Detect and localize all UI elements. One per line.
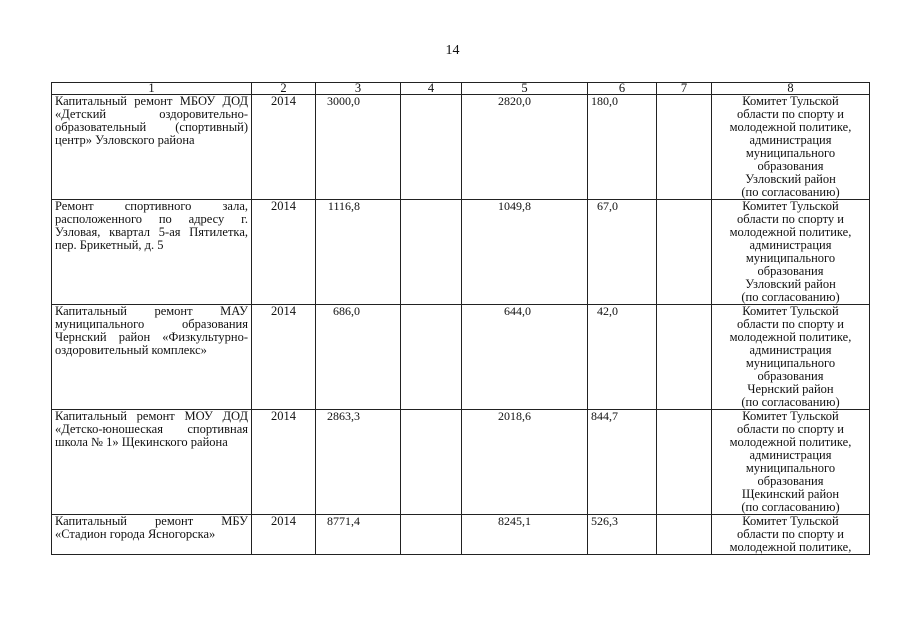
org-line: (по согласованию) (741, 395, 840, 409)
column-header-3: 3 (316, 83, 401, 95)
column-5-amount-cell: 8245,1 (462, 515, 588, 555)
column-5-amount-cell: 2820,0 (462, 95, 588, 200)
year-cell: 2014 (252, 200, 316, 305)
project-name-cell: Ремонт спортивного зала, расположенного по адресу г. Узловая, квартал 5-ая Пятилетка, пер. Брикетный, д. 5 (52, 200, 252, 305)
project-name-cell: Капитальный ремонт МАУ муниципального образования Чернский район «Физкультурно-оздоровительный комплекс» (52, 305, 252, 410)
year-cell: 2014 (252, 410, 316, 515)
column-7-cell (657, 305, 712, 410)
column-7-cell (657, 515, 712, 555)
table-row (52, 95, 870, 200)
project-name-cell: Капитальный ремонт МОУ ДОД «Детско-юношеская спортивная школа № 1» Щекинского района (52, 410, 252, 515)
responsible-org-cell (712, 200, 870, 305)
org-line: Узловский район (745, 172, 836, 186)
org-line: области по спорту и (737, 422, 844, 436)
org-line: молодежной политике, (729, 435, 852, 449)
total-amount-cell: 686,0 (316, 305, 401, 410)
org-line: области по спорту и (737, 317, 844, 331)
header-row (52, 83, 870, 95)
column-6-amount-cell: 42,0 (588, 305, 657, 410)
org-line: (по согласованию) (741, 290, 840, 304)
year-cell: 2014 (252, 305, 316, 410)
column-5-amount-cell: 644,0 (462, 305, 588, 410)
org-line: молодежной политике, (729, 225, 852, 239)
org-line: (по согласованию) (741, 500, 840, 514)
table-row (52, 305, 870, 410)
column-7-cell (657, 410, 712, 515)
org-line: молодежной политике, (729, 330, 852, 344)
org-line: Комитет Тульской (742, 409, 839, 423)
org-line: Комитет Тульской (742, 94, 839, 108)
org-line: Узловский район (745, 277, 836, 291)
responsible-org-cell (712, 410, 870, 515)
column-6-amount-cell: 180,0 (588, 95, 657, 200)
org-line: муниципального (745, 251, 836, 265)
column-7-cell (657, 200, 712, 305)
responsible-org-cell (712, 95, 870, 200)
org-line: (по согласованию) (741, 185, 840, 199)
column-7-cell (657, 95, 712, 200)
year-cell: 2014 (252, 515, 316, 555)
total-amount-cell: 3000,0 (316, 95, 401, 200)
column-5-amount-cell: 1049,8 (462, 200, 588, 305)
org-line: муниципального (745, 356, 836, 370)
year-cell: 2014 (252, 95, 316, 200)
table-row (52, 515, 870, 555)
org-line: муниципального (745, 461, 836, 475)
org-line: области по спорту и (737, 107, 844, 121)
org-line: образования (757, 474, 824, 488)
org-line: администрация (749, 133, 832, 147)
org-line: администрация (749, 343, 832, 357)
org-line: молодежной политике, (729, 120, 852, 134)
responsible-org-cell (712, 515, 870, 555)
org-line: области по спорту и (737, 527, 844, 541)
column-4-cell (401, 95, 462, 200)
org-line: образования (757, 264, 824, 278)
column-header-5: 5 (462, 83, 588, 95)
column-6-amount-cell: 526,3 (588, 515, 657, 555)
column-header-8: 8 (712, 83, 870, 95)
column-header-1: 1 (52, 83, 252, 95)
org-line: администрация (749, 448, 832, 462)
org-line: администрация (749, 238, 832, 252)
org-line: образования (757, 369, 824, 383)
responsible-org-cell (712, 305, 870, 410)
column-4-cell (401, 305, 462, 410)
column-4-cell (401, 410, 462, 515)
page-number: 14 (445, 43, 460, 58)
table-row (52, 410, 870, 515)
org-line: образования (757, 159, 824, 173)
project-name-cell: Капитальный ремонт МБУ «Стадион города Ясногорска» (52, 515, 252, 555)
column-5-amount-cell: 2018,6 (462, 410, 588, 515)
org-line: Комитет Тульской (742, 199, 839, 213)
org-line: области по спорту и (737, 212, 844, 226)
column-header-7: 7 (657, 83, 712, 95)
org-line: Комитет Тульской (742, 304, 839, 318)
total-amount-cell: 8771,4 (316, 515, 401, 555)
column-6-amount-cell: 844,7 (588, 410, 657, 515)
project-name-cell: Капитальный ремонт МБОУ ДОД «Детский оздоровительно-образовательный (спортивный) центр» Узловского района (52, 95, 252, 200)
org-line: Щекинский район (741, 487, 840, 501)
org-line: муниципального (745, 146, 836, 160)
budget-table (51, 82, 870, 555)
table-row (52, 200, 870, 305)
total-amount-cell: 2863,3 (316, 410, 401, 515)
total-amount-cell: 1116,8 (316, 200, 401, 305)
column-4-cell (401, 515, 462, 555)
column-6-amount-cell: 67,0 (588, 200, 657, 305)
column-header-6: 6 (588, 83, 657, 95)
column-4-cell (401, 200, 462, 305)
column-header-4: 4 (401, 83, 462, 95)
column-header-2: 2 (252, 83, 316, 95)
org-line: молодежной политике, (729, 540, 852, 554)
org-line: Чернский район (747, 382, 834, 396)
org-line: Комитет Тульской (742, 514, 839, 528)
